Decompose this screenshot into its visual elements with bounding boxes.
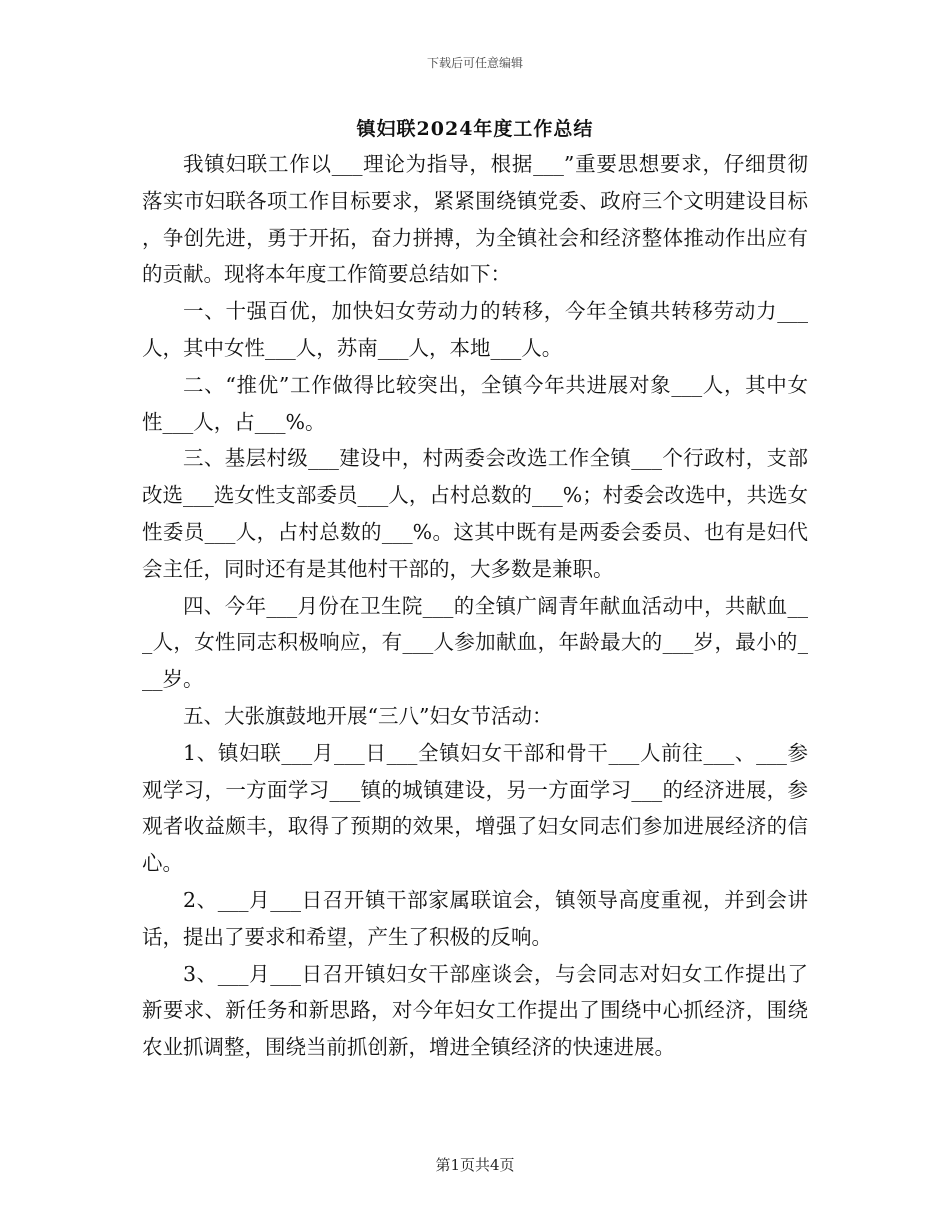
paragraph-item-2: 二、“推优”工作做得比较突出，全镇今年共进展对象___人，其中女性___人，占___%。 [142, 372, 808, 434]
paragraph-item-5: 五、大张旗鼓地开展“三八”妇女节活动： [183, 703, 553, 728]
document-body [142, 146, 808, 1066]
paragraph-sub-1: 1、镇妇联___月___日___全镇妇女干部和骨干___人前往___、___参观学习，一方面学习___镇的城镇建设，另一方面学习___的经济进展，参观者收益颇丰，取得了预期的效果，增强了妇女同志们参加进展经济的信心。 [142, 740, 808, 876]
page-header-note: 下载后可任意编辑 [426, 56, 523, 70]
document-title: 镇妇联2024年度工作总结 [356, 118, 594, 140]
paragraph-intro: 我镇妇联工作以___理论为指导，根据___”重要思想要求，仔细贯彻落实市妇联各项工作目标要求，紧紧围绕镇党委、政府三个文明建设目标，争创先进，勇于开拓，奋力拼搏，为全镇社会和经济整体推动作出应有的贡献。现将本年度工作简要总结如下： [142, 152, 808, 287]
paragraph-sub-2: 2、___月___日召开镇干部家属联谊会，镇领导高度重视，并到会讲话，提出了要求和希望，产生了积极的反响。 [142, 887, 808, 949]
paragraph-item-1: 一、十强百优，加快妇女劳动力的转移，今年全镇共转移劳动力___人，其中女性___人，苏南___人，本地___人。 [142, 299, 808, 360]
page-number: 第1页共4页 [435, 1156, 515, 1174]
paragraph-sub-3: 3、___月___日召开镇妇女干部座谈会，与会同志对妇女工作提出了新要求、新任务和新思路，对今年妇女工作提出了围绕中心抓经济，围绕农业抓调整，围绕当前抓创新，增进全镇经济的快速进展。 [142, 961, 808, 1060]
paragraph-item-4: 四、今年___月份在卫生院___的全镇广阔青年献血活动中，共献血___人，女性同志积极响应，有___人参加献血，年龄最大的___岁，最小的___岁。 [142, 593, 808, 692]
paragraph-item-3: 三、基层村级___建设中，村两委会改选工作全镇___个行政村，支部改选___选女性支部委员___人，占村总数的___%；村委会改选中，共选女性委员___人，占村总数的___%。这其中既有是两委会委员、也有是妇代会主任，同时还有是其他村干部的，大多数是兼职。 [142, 446, 808, 581]
